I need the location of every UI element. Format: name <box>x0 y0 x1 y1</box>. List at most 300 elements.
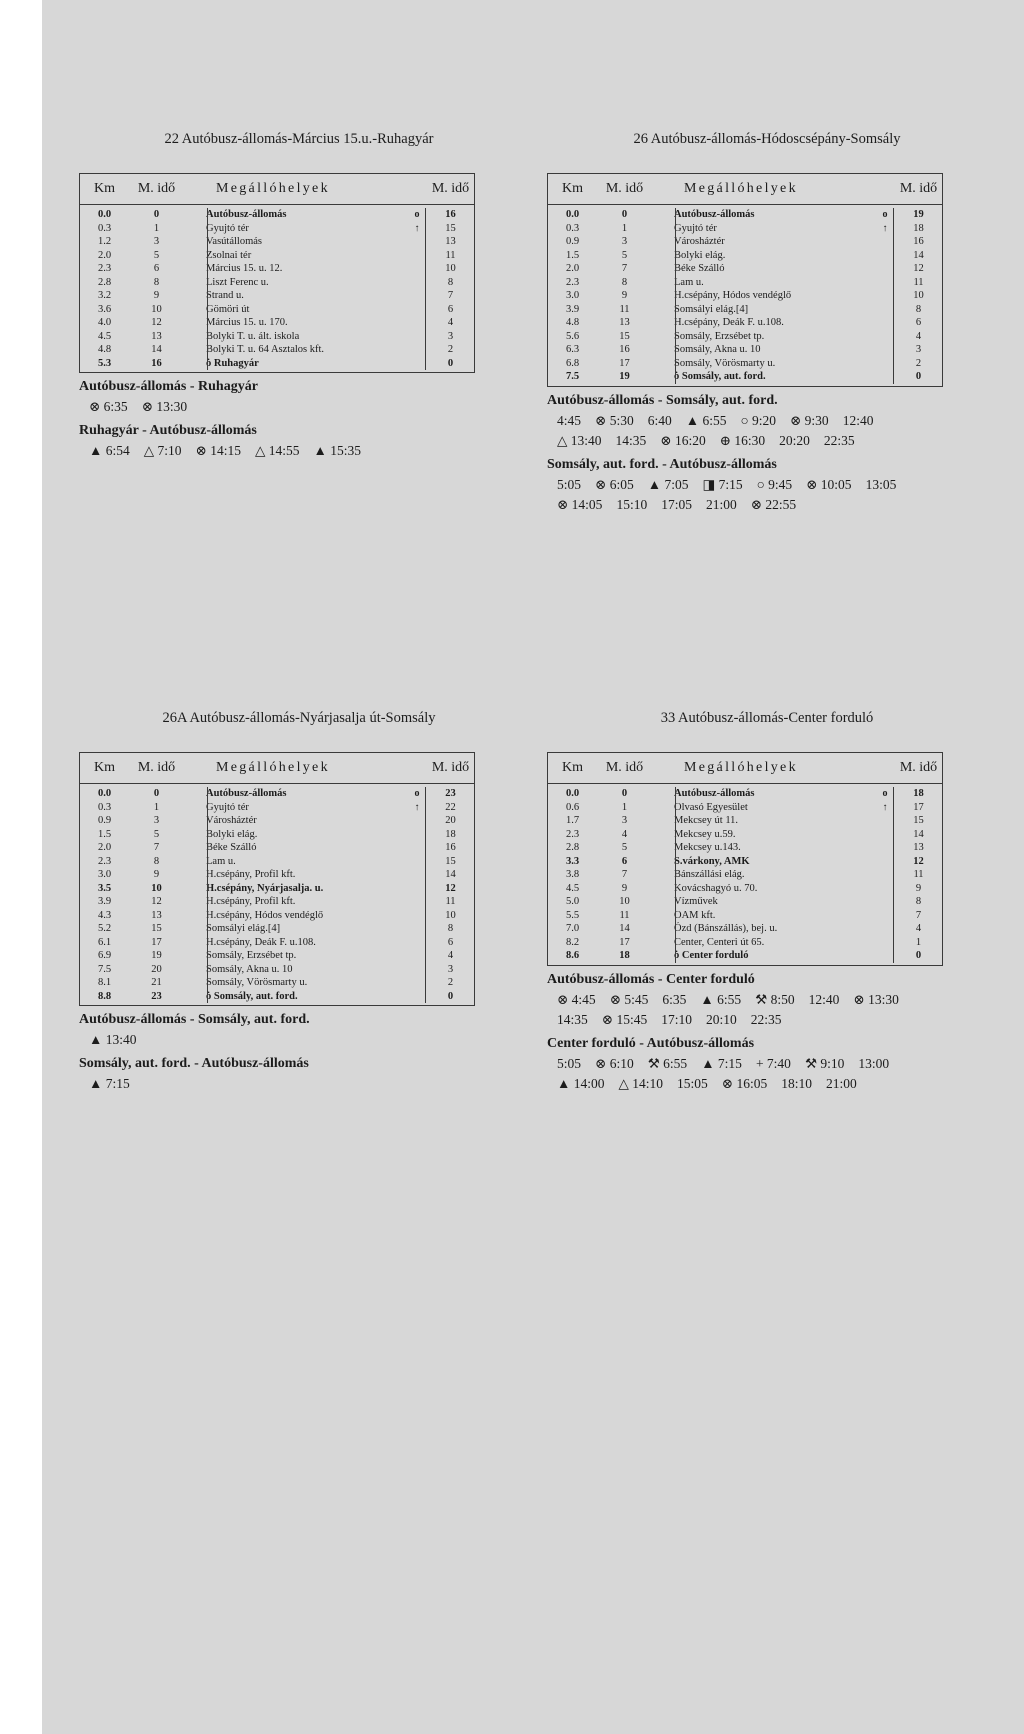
km-cell: 3.0 <box>97 869 112 880</box>
timetable-table <box>79 752 475 1006</box>
return-time-cell: 8 <box>447 276 454 288</box>
time-cell: 17 <box>619 936 630 948</box>
km-cell: 3.0 <box>565 290 580 301</box>
table-row <box>548 235 942 249</box>
time-cell: 17 <box>619 357 630 369</box>
departure-line <box>547 411 987 431</box>
terminus-mark <box>407 949 427 963</box>
departure-time: △ 14:10 <box>618 1075 664 1091</box>
km-cell: 3.3 <box>565 855 580 867</box>
time-cell: 3 <box>153 236 160 247</box>
stop-name: Liszt Ferenc u. <box>206 276 269 288</box>
stop-name: ȯ Center forduló <box>674 950 749 961</box>
time-cell: 16 <box>151 357 162 369</box>
km-cell: 4.3 <box>97 909 112 921</box>
direction-label: Autóbusz-állomás - Center forduló <box>547 971 755 987</box>
direction-label: Autóbusz-állomás - Somsály, aut. ford. <box>79 1012 310 1027</box>
table-row <box>548 370 942 384</box>
return-time-cell: 16 <box>445 842 456 853</box>
time-cell: 23 <box>151 990 162 1002</box>
departure-time: △ 13:40 <box>557 432 602 448</box>
departure-line <box>79 1030 519 1050</box>
time-cell: 5 <box>621 249 628 261</box>
departure-time: 14:35 <box>557 1011 588 1027</box>
terminus-mark <box>875 235 895 249</box>
time-cell: 7 <box>621 263 628 274</box>
direction-label: Somsály, aut. ford. - Autóbusz-állomás <box>547 456 777 472</box>
time-cell: 14 <box>619 923 630 934</box>
time-cell: 3 <box>621 236 628 247</box>
departure-line <box>79 1074 519 1094</box>
direction-label: Autóbusz-állomás - Somsály, aut. ford. <box>547 392 778 408</box>
departure-time: + 7:40 <box>755 1055 791 1071</box>
departure-time: ⊗ 5:45 <box>609 991 649 1007</box>
return-time-cell: 4 <box>447 317 454 328</box>
table-row <box>80 922 474 936</box>
km-cell: 3.5 <box>97 882 112 894</box>
stop-name: Somsály, Erzsébet tp. <box>206 950 297 961</box>
time-cell: 9 <box>153 869 160 880</box>
km-cell: 2.3 <box>565 828 580 840</box>
time-cell: 0 <box>153 209 160 220</box>
departure-time: 13:00 <box>858 1055 890 1071</box>
time-cell: 9 <box>621 882 628 894</box>
time-cell: 18 <box>619 950 630 961</box>
km-cell: 0.0 <box>565 209 580 220</box>
return-time-cell: 14 <box>445 869 456 880</box>
table-body <box>80 205 474 372</box>
stop-name: Bánszállási elág. <box>674 869 745 880</box>
table-row <box>548 868 942 882</box>
time-cell: 0 <box>153 788 160 799</box>
time-cell: 0 <box>621 209 628 220</box>
stop-name: Mekcsey út 11. <box>674 815 739 826</box>
km-cell: 2.3 <box>565 276 580 288</box>
km-cell: 5.0 <box>565 896 580 907</box>
time-cell: 3 <box>621 815 628 826</box>
time-cell: 12 <box>151 896 162 907</box>
header-mido: M. idő <box>605 760 644 775</box>
km-cell: 2.8 <box>97 276 112 288</box>
departure-time: ⊗ 6:35 <box>89 399 128 414</box>
table-row <box>548 289 942 303</box>
stop-name: Olvasó Egyesület <box>674 801 748 813</box>
stop-name: Autóbusz-állomás <box>674 209 755 220</box>
km-cell: 4.8 <box>97 344 112 355</box>
terminus-mark <box>407 303 427 317</box>
return-time-cell: 7 <box>915 909 922 921</box>
stop-name: H.csépány, Deák F. u.108. <box>206 936 316 948</box>
departure-time: 12:40 <box>808 991 840 1007</box>
table-row <box>80 357 474 371</box>
stop-name: Zsolnai tér <box>206 249 252 261</box>
table-row <box>80 936 474 950</box>
route-panel-26 <box>547 130 987 515</box>
km-cell: 3.9 <box>565 303 580 315</box>
time-cell: 13 <box>151 909 162 921</box>
time-cell: 0 <box>621 788 628 799</box>
time-cell: 17 <box>151 936 162 948</box>
km-cell: 0.3 <box>97 801 112 813</box>
departure-time: 5:05 <box>557 1055 582 1071</box>
km-cell: 5.6 <box>565 330 580 342</box>
stop-name: Autóbusz-állomás <box>206 788 287 799</box>
route-line <box>207 787 208 1003</box>
departure-time: ▲ 15:35 <box>313 443 361 458</box>
table-row <box>80 235 474 249</box>
km-cell: 4.0 <box>97 317 112 328</box>
return-time-cell: 13 <box>913 842 924 853</box>
departure-time: 4:45 <box>557 412 582 428</box>
return-time-cell: 0 <box>915 371 922 382</box>
time-cell: 10 <box>619 896 630 907</box>
departure-time: 6:40 <box>647 412 672 428</box>
terminus-mark <box>407 990 427 1004</box>
table-row <box>80 963 474 977</box>
departure-time: 14:35 <box>615 432 647 448</box>
terminus-mark <box>875 303 895 317</box>
terminus-mark <box>407 276 427 290</box>
departure-time: △ 7:10 <box>143 443 182 458</box>
table-row <box>548 330 942 344</box>
departure-time: ▲ 13:40 <box>89 1032 137 1047</box>
terminus-mark <box>875 895 895 909</box>
table-row <box>548 276 942 290</box>
header-stops: Megállóhelyek <box>216 760 330 775</box>
departure-time: 12:40 <box>842 412 874 428</box>
stop-name: ȯ Somsály, aut. ford. <box>206 990 298 1002</box>
table-row <box>80 262 474 276</box>
table-row <box>80 801 474 815</box>
departure-time: 6:35 <box>662 991 687 1007</box>
departure-time: ▲ 7:05 <box>647 476 689 492</box>
terminus-mark <box>875 882 895 896</box>
return-time-cell: 3 <box>447 963 454 975</box>
terminus-mark <box>875 828 895 842</box>
direction-label: Center forduló - Autóbusz-állomás <box>547 1035 755 1051</box>
stop-name: Lam u. <box>674 276 704 288</box>
terminus-mark <box>407 882 427 896</box>
terminus-mark <box>407 909 427 923</box>
time-cell: 16 <box>619 344 630 355</box>
terminus-mark <box>875 855 895 869</box>
time-cell: 4 <box>621 828 628 840</box>
header-spacer <box>875 174 895 204</box>
table-row <box>548 909 942 923</box>
return-time-cell: 3 <box>915 344 922 355</box>
km-cell: 0.0 <box>97 788 112 799</box>
stop-name: Somsályi elág.[4] <box>206 923 281 934</box>
table-row <box>80 787 474 801</box>
time-cell: 6 <box>621 855 628 867</box>
return-time-cell: 15 <box>445 222 456 234</box>
return-time-cell: 10 <box>913 290 924 301</box>
departure-time: ⊗ 16:20 <box>660 432 706 448</box>
stop-name: Gömöri út <box>206 303 250 315</box>
departure-time: ◨ 7:15 <box>702 476 743 492</box>
table-body <box>548 205 942 386</box>
table-row <box>548 249 942 263</box>
departure-time: ▲ 6:55 <box>685 412 727 428</box>
route-title: 33 Autóbusz-állomás-Center forduló <box>660 710 874 726</box>
stop-name: Autóbusz-állomás <box>674 788 755 799</box>
table-row <box>80 249 474 263</box>
table-row <box>80 814 474 828</box>
km-cell: 0.9 <box>565 236 580 247</box>
terminus-mark: ↑ <box>414 222 420 234</box>
return-time-cell: 14 <box>913 249 924 261</box>
departure-line <box>79 397 519 417</box>
terminus-mark <box>407 828 427 842</box>
departure-time: ▲ 7:15 <box>89 1076 130 1091</box>
stop-name: Lam u. <box>206 855 236 867</box>
departure-time: ⊗ 6:10 <box>595 1055 634 1071</box>
return-time-cell: 10 <box>445 909 456 921</box>
table-row <box>80 909 474 923</box>
departure-time: 20:20 <box>779 432 810 448</box>
return-time-cell: 4 <box>915 923 922 934</box>
time-cell: 13 <box>619 317 630 328</box>
km-cell: 0.3 <box>565 222 580 234</box>
route-title: 26 Autóbusz-állomás-Hódoscsépány-Somsály <box>633 131 901 147</box>
departure-line <box>547 990 987 1010</box>
return-time-cell: 20 <box>445 815 456 826</box>
terminus-mark <box>875 289 895 303</box>
stop-name: Somsály, Akna u. 10 <box>674 344 761 355</box>
km-cell: 3.9 <box>97 896 112 907</box>
stop-name: Mekcsey u.143. <box>674 842 741 853</box>
stop-name: Gyujtó tér <box>206 222 249 234</box>
departure-time: ⊗ 6:05 <box>595 476 634 492</box>
stop-name: Bolyki T. u. 64 Asztalos kft. <box>206 344 325 355</box>
departure-time: ▲ 14:00 <box>557 1075 605 1091</box>
departure-line <box>547 1054 987 1074</box>
table-row <box>80 855 474 869</box>
return-time-cell: 18 <box>913 222 924 234</box>
table-header <box>548 174 942 205</box>
km-cell: 6.1 <box>97 936 112 948</box>
table-row <box>80 976 474 990</box>
stop-name: H.csépány, Hódos vendéglő <box>674 290 792 301</box>
km-cell: 3.6 <box>97 303 112 315</box>
stop-name: Gyujtó tér <box>674 222 717 234</box>
departure-time: 18:10 <box>781 1075 812 1091</box>
terminus-mark <box>875 249 895 263</box>
table-row <box>80 895 474 909</box>
table-row <box>80 303 474 317</box>
header-spacer <box>407 753 427 783</box>
route-line <box>675 787 676 963</box>
km-cell: 8.1 <box>97 977 112 988</box>
route-panel-26a <box>79 709 519 1094</box>
direction-label: Autóbusz-állomás - Ruhagyár <box>79 379 258 394</box>
terminus-mark <box>875 949 895 963</box>
terminus-mark <box>407 868 427 882</box>
table-row <box>548 882 942 896</box>
stop-name: OAM kft. <box>674 909 716 921</box>
km-cell: 0.3 <box>97 222 112 234</box>
table-row <box>80 316 474 330</box>
table-row <box>548 343 942 357</box>
table-row <box>80 990 474 1004</box>
stop-name: H.csépány, Deák F. u.108. <box>674 317 784 328</box>
time-cell: 19 <box>619 371 630 382</box>
km-cell: 5.5 <box>565 909 580 921</box>
km-cell: 1.7 <box>565 815 580 826</box>
stop-name: Mekcsey u.59. <box>674 828 736 840</box>
return-time-cell: 23 <box>445 788 456 799</box>
terminus-mark <box>875 262 895 276</box>
km-cell: 5.2 <box>97 923 112 934</box>
return-time-cell: 11 <box>445 896 456 907</box>
terminus-mark <box>407 343 427 357</box>
return-time-cell: 9 <box>915 882 922 894</box>
timetable-table <box>547 752 943 966</box>
terminus-mark <box>407 841 427 855</box>
terminus-mark <box>875 868 895 882</box>
stop-name: Bolyki elág. <box>674 249 726 261</box>
return-time-cell: 15 <box>445 855 456 867</box>
return-time-cell: 12 <box>913 263 924 274</box>
terminus-mark <box>875 343 895 357</box>
timetable-table <box>79 173 475 373</box>
departure-time: ⚒ 6:55 <box>647 1055 688 1071</box>
departure-time: ⊗ 14:05 <box>557 496 603 512</box>
terminus-mark: ↑ <box>882 222 888 234</box>
header-km: Km <box>562 760 583 775</box>
table-row <box>80 949 474 963</box>
return-time-cell: 8 <box>915 896 922 907</box>
stop-name: Béke Szálló <box>674 263 725 274</box>
return-time-cell: 7 <box>447 290 454 301</box>
departure-time: 21:00 <box>825 1075 857 1091</box>
table-row <box>548 949 942 963</box>
return-time-cell: 16 <box>445 209 456 220</box>
return-time-cell: 6 <box>915 317 922 328</box>
km-cell: 0.0 <box>565 788 580 799</box>
departure-time: △ 14:55 <box>254 443 300 458</box>
return-time-cell: 8 <box>915 303 922 315</box>
stop-name: Somsályi elág.[4] <box>674 303 749 315</box>
departure-time: 22:35 <box>750 1011 782 1027</box>
time-cell: 15 <box>619 330 630 342</box>
table-row <box>548 222 942 236</box>
table-row <box>80 222 474 236</box>
departure-time: 5:05 <box>557 476 582 492</box>
terminus-mark <box>407 316 427 330</box>
stop-name: Ózd (Bánszállás), bej. u. <box>674 923 778 934</box>
return-time-cell: 2 <box>447 977 454 988</box>
return-time-cell: 11 <box>913 276 924 288</box>
return-time-cell: 4 <box>915 330 922 342</box>
terminus-mark <box>407 357 427 371</box>
terminus-mark: o <box>414 209 420 220</box>
route-line <box>207 208 208 370</box>
stop-name: Bolyki elág. <box>206 828 258 840</box>
terminus-mark <box>875 841 895 855</box>
stop-name: Vasútállomás <box>206 236 262 247</box>
return-time-cell: 11 <box>445 249 456 261</box>
header-stops: Megállóhelyek <box>684 181 798 196</box>
direction-label: Somsály, aut. ford. - Autóbusz-állomás <box>79 1056 309 1071</box>
terminus-mark: ↑ <box>414 801 420 813</box>
route-line-return <box>893 787 894 963</box>
stop-name: Március 15. u. 12. <box>206 263 283 274</box>
table-row <box>80 343 474 357</box>
time-cell: 7 <box>621 869 628 880</box>
route-title: 22 Autóbusz-állomás-Március 15.u.-Ruhagyár <box>164 131 434 147</box>
departure-time: ⊕ 16:30 <box>719 432 766 448</box>
stop-name: Bolyki T. u. ált. iskola <box>206 330 300 342</box>
table-row <box>548 303 942 317</box>
header-km: Km <box>562 181 583 196</box>
departure-time: 15:05 <box>677 1075 708 1091</box>
terminus-mark <box>875 814 895 828</box>
stop-name: Strand u. <box>206 290 244 301</box>
stop-name: Városháztér <box>674 236 725 247</box>
departure-time: 20:10 <box>705 1011 737 1027</box>
stop-name: H.csépány, Hódos vendéglő <box>206 909 324 921</box>
time-cell: 1 <box>153 801 160 813</box>
km-cell: 1.5 <box>565 249 580 261</box>
table-row <box>548 841 942 855</box>
departure-time: ▲ 6:55 <box>700 991 742 1007</box>
km-cell: 0.9 <box>97 815 112 826</box>
stop-name: ȯ Somsály, aut. ford. <box>674 371 766 382</box>
table-row <box>548 262 942 276</box>
stop-name: Somsály, Vörösmarty u. <box>674 357 776 369</box>
km-cell: 7.5 <box>565 371 580 382</box>
stop-name: H.csépány, Nyárjasalja. u. <box>206 882 324 894</box>
time-cell: 5 <box>621 842 628 853</box>
return-time-cell: 1 <box>915 936 922 948</box>
table-header <box>548 753 942 784</box>
terminus-mark <box>407 814 427 828</box>
terminus-mark <box>407 289 427 303</box>
departure-line <box>547 1010 987 1030</box>
table-row <box>548 922 942 936</box>
route-panel-33 <box>547 709 987 1094</box>
header-km: Km <box>94 760 115 775</box>
time-cell: 6 <box>153 263 160 274</box>
return-time-cell: 2 <box>447 344 454 355</box>
route-line <box>675 208 676 384</box>
time-cell: 3 <box>153 815 160 826</box>
time-cell: 1 <box>153 222 160 234</box>
time-cell: 8 <box>153 855 160 867</box>
terminus-mark <box>875 316 895 330</box>
table-row <box>80 208 474 222</box>
stop-name: Center, Centeri út 65. <box>674 936 765 948</box>
departure-line <box>547 475 987 495</box>
table-row <box>80 882 474 896</box>
table-header <box>80 174 474 205</box>
km-cell: 3.8 <box>565 869 580 880</box>
return-time-cell: 18 <box>913 788 924 799</box>
terminus-mark <box>875 909 895 923</box>
table-row <box>548 316 942 330</box>
terminus-mark <box>875 330 895 344</box>
header-spacer <box>407 174 427 204</box>
header-mido: M. idő <box>137 181 176 196</box>
time-cell: 20 <box>151 963 162 975</box>
departure-time: ⚒ 9:10 <box>804 1055 845 1071</box>
departure-time: 22:35 <box>823 432 855 448</box>
return-time-cell: 12 <box>913 855 924 867</box>
header-mido-return: M. idő <box>899 181 938 196</box>
terminus-mark <box>407 963 427 977</box>
terminus-mark <box>875 936 895 950</box>
